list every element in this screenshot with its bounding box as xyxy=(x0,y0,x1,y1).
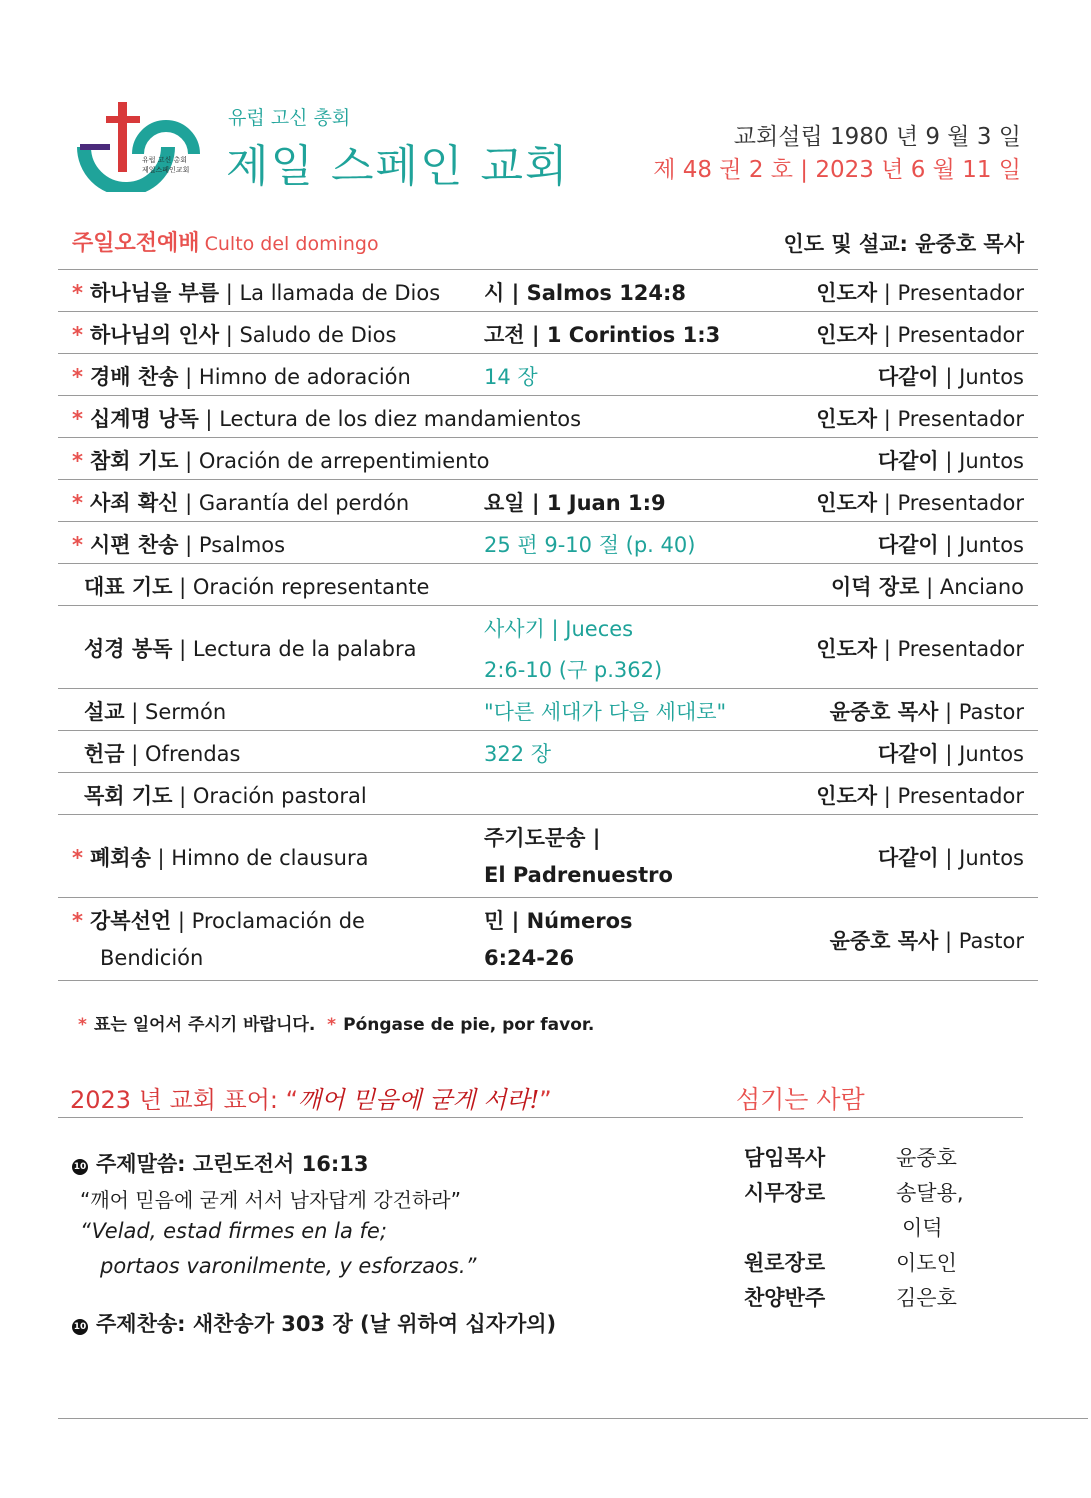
svg-text:제일스페인교회: 제일스페인교회 xyxy=(142,166,190,174)
leader-ko: 다같이 xyxy=(877,365,939,389)
item-es: Himno de adoración xyxy=(198,365,411,389)
bullet-icon: 10 xyxy=(72,1319,88,1335)
item-es: Oración representante xyxy=(192,575,430,599)
theme-verse-ko: “깨어 믿음에 굳게 서서 남자답게 강건하라” xyxy=(80,1188,461,1212)
staff-heading: 섬기는 사람 xyxy=(736,1085,865,1114)
item-es: La llamada de Dios xyxy=(239,281,441,305)
item-ref: 322 장 xyxy=(484,742,552,766)
service-item: 목회 기도 | Oración pastoral 인도자 | Presentador xyxy=(58,772,1038,814)
standing-mark: * xyxy=(72,449,83,473)
item-ref: 고전 | 1 Corintios 1:3 xyxy=(484,323,721,347)
service-item: 대표 기도 | Oración representante 이덕 장로 | Anciano xyxy=(58,563,1038,605)
theme-hymn-label: 10 주제찬송: 새찬송가 303 장 (날 위하여 십자가의) xyxy=(73,1312,557,1336)
leader-es: Juntos xyxy=(959,365,1024,389)
item-es: Ofrendas xyxy=(145,742,241,766)
service-title-es: Culto del domingo xyxy=(204,233,379,255)
service-title-ko: 주일오전예배 xyxy=(72,231,200,256)
item-ko: 성경 봉독 xyxy=(84,637,173,661)
theme-verse-label: 10 주제말씀: 고린도전서 16:13 xyxy=(73,1152,369,1176)
item-ref: 주기도문송 | xyxy=(484,826,601,850)
item-ko: 사죄 확신 xyxy=(90,491,179,515)
sermon-title: "다른 세대가 다음 세대로" xyxy=(484,700,727,724)
service-item: * 참회 기도 | Oración de arrepentimiento 다같이 | Juntos xyxy=(58,437,1038,479)
item-ko: 헌금 xyxy=(84,742,125,766)
service-header xyxy=(72,226,1024,260)
item-ko: 설교 xyxy=(84,700,125,724)
standing-mark: * xyxy=(72,846,83,870)
item-es-line2: Bendición xyxy=(100,946,204,970)
leader-ko: 윤중호 목사 xyxy=(829,929,939,953)
preacher: 인도 및 설교: 윤중호 목사 xyxy=(783,232,1024,256)
order-of-service xyxy=(58,269,1038,981)
leader-es: Juntos xyxy=(959,449,1024,473)
item-ref: 시 | Salmos 124:8 xyxy=(484,281,687,305)
service-item: 헌금 | Ofrendas 322 장 다같이 | Juntos xyxy=(58,730,1038,772)
item-es: Sermón xyxy=(145,700,227,724)
item-ko: 강복선언 xyxy=(90,909,172,933)
item-ref: 민 | Números xyxy=(484,909,633,933)
leader-es: Juntos xyxy=(959,533,1024,557)
motto-text: 깨어 믿음에 굳게 서라! xyxy=(298,1086,540,1114)
standing-mark: * xyxy=(72,281,83,305)
leader-ko: 인도자 xyxy=(816,637,878,661)
leader-es: Presentador xyxy=(897,281,1024,305)
leader-ko: 다같이 xyxy=(877,742,939,766)
leader-es: Presentador xyxy=(897,491,1024,515)
leader-ko: 인도자 xyxy=(816,323,878,347)
item-ko: 시편 찬송 xyxy=(90,533,179,557)
leader-ko: 다같이 xyxy=(877,449,939,473)
leader-ko: 인도자 xyxy=(816,281,878,305)
bullet-icon: 10 xyxy=(72,1159,88,1175)
leader-ko: 인도자 xyxy=(816,784,878,808)
theme-verse-es-line2: portaos varonilmente, y esforzaos.” xyxy=(100,1254,477,1278)
item-ko: 경배 찬송 xyxy=(90,365,179,389)
item-es: Himno de clausura xyxy=(171,846,369,870)
leader-es: Juntos xyxy=(959,846,1024,870)
leader-es: Juntos xyxy=(959,742,1024,766)
issue-info: 제 48 권 2 호 | 2023 년 6 월 11 일 xyxy=(653,157,1021,183)
church-logo xyxy=(76,92,200,192)
item-ref: 14 장 xyxy=(484,365,538,389)
item-ref: 요일 | 1 Juan 1:9 xyxy=(484,491,666,515)
standing-mark: * xyxy=(72,909,83,933)
leader-ko: 윤중호 목사 xyxy=(829,700,939,724)
leader-es: Anciano xyxy=(939,575,1024,599)
leader-ko: 다같이 xyxy=(877,533,939,557)
leader-ko: 이덕 장로 xyxy=(831,575,920,599)
standing-mark: * xyxy=(72,491,83,515)
conference-name: 유럽 고신 총회 xyxy=(228,107,351,129)
leader-es: Presentador xyxy=(897,407,1024,431)
leader-es: Presentador xyxy=(897,323,1024,347)
item-ref-line2: 6:24-26 xyxy=(484,946,575,970)
standing-notice: * 표는 일어서 주시기 바랍니다. * Póngase de pie, por favor. xyxy=(78,1015,595,1035)
service-item: * 시편 찬송 | Psalmos 25 편 9-10 절 (p. 40) 다같이 | Juntos xyxy=(58,521,1038,563)
item-ko: 대표 기도 xyxy=(84,575,173,599)
leader-es: Pastor xyxy=(958,700,1024,724)
service-item: * 하나님을 부름 | La llamada de Dios 시 | Salmos 124:8 인도자 | Presentador xyxy=(58,269,1038,311)
divider xyxy=(58,1117,1023,1118)
standing-mark: * xyxy=(72,365,83,389)
svg-text:유럽 고신 총회: 유럽 고신 총회 xyxy=(142,156,188,164)
service-item: 설교 | Sermón "다른 세대가 다음 세대로" 윤중호 목사 | Pastor xyxy=(58,688,1038,730)
item-ref-line2: El Padrenuestro xyxy=(484,863,673,887)
leader-ko: 인도자 xyxy=(816,407,878,431)
service-item: * 강복선언 | Proclamación de Bendición 민 | Números 6:24-26 윤중호 목사 | Pastor xyxy=(58,897,1038,981)
service-item: * 경배 찬송 | Himno de adoración 14 장 다같이 | Juntos xyxy=(58,353,1038,395)
founding-date: 교회설립 1980 년 9 월 3 일 xyxy=(733,124,1021,150)
church-name: 제일 스페인 교회 xyxy=(226,141,570,192)
footer-divider xyxy=(58,1418,1088,1419)
item-es: Saludo de Dios xyxy=(239,323,397,347)
leader-ko: 다같이 xyxy=(877,846,939,870)
item-ref-line2: 2:6-10 (구 p.362) xyxy=(484,658,663,682)
item-es: Oración pastoral xyxy=(192,784,367,808)
item-es: Proclamación de xyxy=(191,909,365,933)
item-es: Psalmos xyxy=(198,533,286,557)
leader-es: Presentador xyxy=(897,637,1024,661)
standing-mark: * xyxy=(72,407,83,431)
standing-mark: * xyxy=(72,533,83,557)
leader-es: Presentador xyxy=(897,784,1024,808)
theme-verse-es: “Velad, estad firmes en la fe; xyxy=(80,1219,387,1243)
service-item: * 십계명 낭독 | Lectura de los diez mandamientos 인도자 | Presentador xyxy=(58,395,1038,437)
item-es: Lectura de la palabra xyxy=(192,637,417,661)
leader-ko: 인도자 xyxy=(816,491,878,515)
item-ko: 하나님을 부름 xyxy=(90,281,220,305)
item-ko: 폐회송 xyxy=(90,846,151,870)
item-ko: 목회 기도 xyxy=(84,784,173,808)
item-ko: 참회 기도 xyxy=(90,449,179,473)
item-ref: 25 편 9-10 절 (p. 40) xyxy=(484,533,696,557)
leader-es: Pastor xyxy=(958,929,1024,953)
item-ref: 사사기 | Jueces xyxy=(484,617,634,641)
service-item: * 하나님의 인사 | Saludo de Dios 고전 | 1 Corintios 1:3 인도자 | Presentador xyxy=(58,311,1038,353)
item-ko: 십계명 낭독 xyxy=(90,407,199,431)
standing-mark: * xyxy=(72,323,83,347)
service-item: * 사죄 확신 | Garantía del perdón 요일 | 1 Juan 1:9 인도자 | Presentador xyxy=(58,479,1038,521)
service-item: * 폐회송 | Himno de clausura 주기도문송 | El Padrenuestro 다같이 | Juntos xyxy=(58,814,1038,897)
item-ko: 하나님의 인사 xyxy=(90,323,220,347)
motto-heading: 2023 년 교회 표어: “깨어 믿음에 굳게 서라!” xyxy=(70,1086,552,1114)
item-es: Oración de arrepentimiento xyxy=(198,449,490,473)
item-es: Garantía del perdón xyxy=(198,491,410,515)
service-item: 성경 봉독 | Lectura de la palabra 사사기 | Jueces 2:6-10 (구 p.362) 인도자 | Presentador xyxy=(58,605,1038,688)
item-es: Lectura de los diez mandamientos xyxy=(219,407,582,431)
